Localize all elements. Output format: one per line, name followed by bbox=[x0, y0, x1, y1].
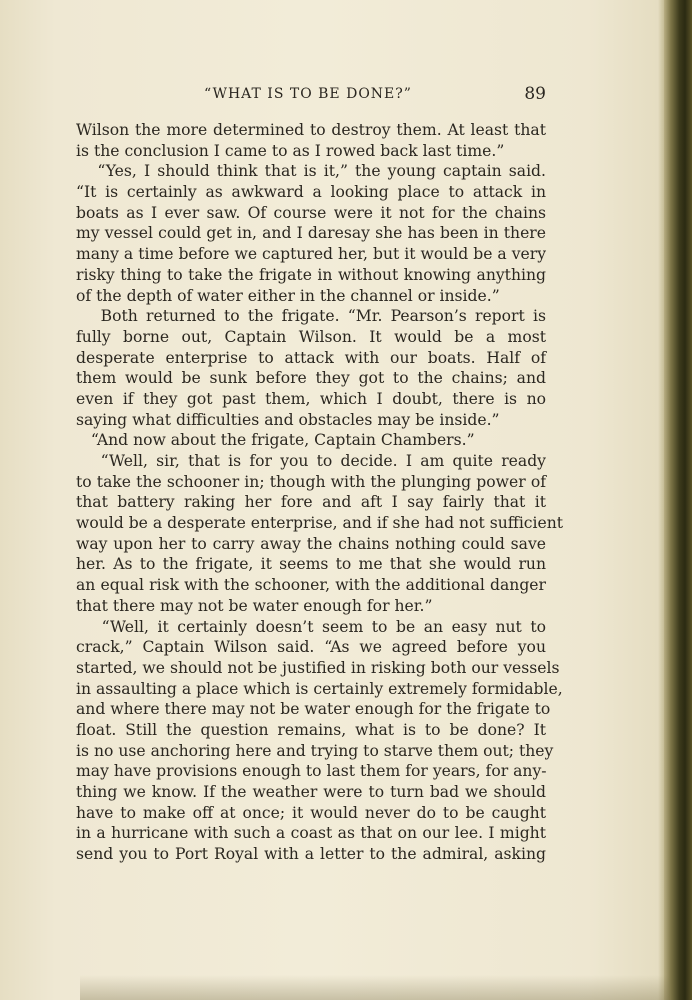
page-number: 89 bbox=[524, 84, 546, 104]
running-title: “WHAT IS TO BE DONE?” bbox=[204, 86, 412, 102]
text-line: her. As to the frigate, it seems to me that she would run bbox=[76, 555, 546, 574]
text-line: started, we should not be justified in risking both our vessels bbox=[76, 658, 560, 677]
text-line: that there may not be water enough for her.” bbox=[76, 596, 433, 615]
text-line: of the depth of water either in the channel or inside.” bbox=[76, 286, 500, 305]
text-line: many a time before we captured her, but it would be a very bbox=[76, 245, 546, 264]
text-line: in a hurricane with such a coast as that on our lee. I might bbox=[76, 824, 546, 843]
text-line: “Well, sir, that is for you to decide. I am quite ready bbox=[76, 452, 546, 470]
text-line: an equal risk with the schooner, with the additional danger bbox=[76, 576, 546, 595]
text-line: “And now about the frigate, Captain Chambers.” bbox=[76, 431, 475, 450]
book-spine bbox=[664, 0, 692, 1000]
body-text bbox=[76, 120, 564, 865]
text-line: boats as I ever saw. Of course were it not for the chains bbox=[76, 203, 546, 222]
page-header bbox=[70, 86, 546, 110]
text-line: “Well, it certainly doesn’t seem to be an easy nut to bbox=[76, 617, 546, 636]
text-line: to take the schooner in; though with the plunging power of bbox=[76, 472, 546, 491]
text-line: float. Still the question remains, what is to be done? It bbox=[76, 720, 546, 739]
text-line: is no use anchoring here and trying to starve them out; they bbox=[76, 741, 554, 760]
text-line: even if they got past them, which I doubt, there is no bbox=[76, 389, 546, 408]
text-line: thing we know. If the weather were to turn bad we should bbox=[76, 783, 546, 801]
text-line: would be a desperate enterprise, and if she had not sufficient bbox=[76, 514, 564, 533]
text-line: them would be sunk before they got to the chains; and bbox=[76, 369, 546, 388]
text-line: in assaulting a place which is certainly extremely formidable, bbox=[76, 679, 563, 698]
text-line: “Yes, I should think that is it,” the young captain said. bbox=[76, 162, 546, 181]
text-line: Wilson the more determined to destroy them. At least that bbox=[76, 121, 546, 139]
text-line: “It is certainly as awkward a looking place to attack in bbox=[76, 183, 546, 202]
text-line: is the conclusion I came to as I rowed back last time.” bbox=[76, 141, 505, 160]
text-line: way upon her to carry away the chains nothing could save bbox=[76, 534, 546, 553]
text-line: fully borne out, Captain Wilson. It would be a most bbox=[76, 327, 546, 346]
text-line: may have provisions enough to last them for years, for any- bbox=[76, 762, 547, 781]
text-line: send you to Port Royal with a letter to the admiral, asking bbox=[76, 845, 546, 864]
text-line: that battery raking her fore and aft I say fairly that it bbox=[76, 493, 546, 512]
page-bottom-shadow bbox=[80, 975, 670, 1000]
text-line: desperate enterprise to attack with our boats. Half of bbox=[76, 348, 546, 367]
text-line: Both returned to the frigate. “Mr. Pearson’s report is bbox=[76, 307, 546, 326]
text-line: saying what difficulties and obstacles may be inside.” bbox=[76, 410, 500, 429]
text-line: my vessel could get in, and I daresay she has been in there bbox=[76, 224, 546, 243]
text-line: and where there may not be water enough for the frigate to bbox=[76, 700, 551, 719]
text-line: risky thing to take the frigate in without knowing anything bbox=[76, 265, 546, 284]
text-line: have to make off at once; it would never do to be caught bbox=[76, 803, 546, 822]
text-line: crack,” Captain Wilson said. “As we agreed before you bbox=[76, 638, 546, 657]
